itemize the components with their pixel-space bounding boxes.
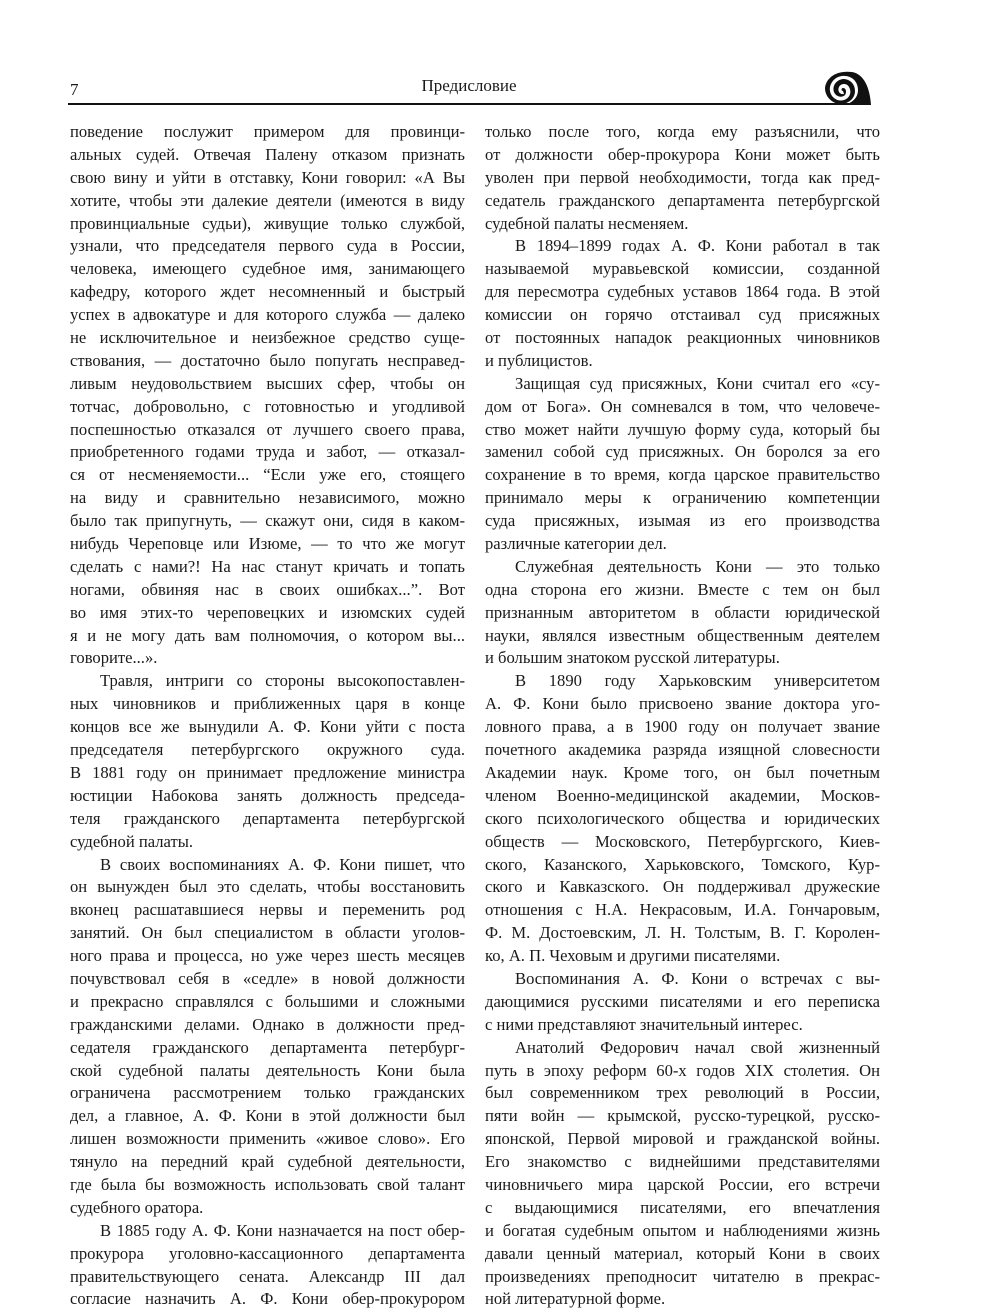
text-line: только после того, когда ему разъяснили, что	[485, 122, 880, 141]
text-line: судебной палаты несменяем.	[485, 213, 689, 233]
text-line: согласие назначить А. Ф. Кони обер-прокурором	[70, 1289, 465, 1309]
page-header	[68, 70, 870, 106]
text-line: В 1894–1899 годах А. Ф. Кони работал в так	[515, 236, 880, 256]
text-line: Анатолий Федорович начал свой жизненный	[515, 1037, 880, 1057]
text-line: Служебная деятельность Кони — это только	[515, 556, 880, 576]
text-line: ской судебной палаты деятельность Кони была	[70, 1060, 465, 1080]
text-line: был современником трех революций в России,	[485, 1083, 880, 1103]
text-line: дел, а главное, А. Ф. Кони в этой должности был	[70, 1106, 465, 1126]
text-line: от должности обер-прокурора Кони может быть	[485, 144, 880, 164]
text-line: ногами, обвиняя нас в своих ошибках...”. Вот	[70, 579, 465, 599]
text-line: правительствующего сената. Александр III дал	[70, 1266, 465, 1286]
paragraph	[485, 1037, 880, 1312]
text-line: было так припугнуть, — скажут они, сидя в каком-	[70, 511, 465, 531]
text-line: человека, имеющего судебное имя, занимающего	[70, 259, 465, 279]
paragraph	[485, 968, 880, 1037]
paragraph	[485, 121, 880, 235]
text-line: тянуло на передний край судебной деятельности,	[70, 1152, 465, 1172]
text-line: ловного права, а в 1900 году он получает звание	[485, 717, 880, 737]
text-line: во имя этих-то череповецких и изюмских судей	[70, 602, 465, 622]
text-line: седателя гражданского департамента петербург-	[70, 1037, 465, 1057]
text-line: ского и Кавказского. Он поддерживал дружеские	[485, 877, 880, 897]
paragraph	[70, 121, 465, 670]
header-rule	[68, 103, 863, 105]
text-line: различные категории дел.	[485, 534, 667, 554]
text-line: суда присяжных, изымая из его производства	[485, 511, 880, 531]
text-line: ся от несменяемости... “Если уже его, стоящего	[70, 465, 465, 485]
text-line: для пересмотра судебных уставов 1864 года. В этой	[485, 282, 880, 302]
paragraph	[70, 670, 465, 853]
text-line: одна сторона его жизни. Вместе с тем он был	[485, 579, 880, 599]
page-number: 7	[70, 80, 79, 99]
text-line: нибудь Череповце или Изюме, — то что же могут	[70, 534, 465, 554]
text-column-right	[485, 121, 880, 1311]
text-line: В 1890 году Харьковским университетом	[515, 671, 880, 691]
text-line: теля гражданского департамента петербургской	[70, 808, 465, 828]
text-line: членом Военно-медицинской академии, Москов-	[485, 785, 880, 805]
text-line: Ф. М. Достоевским, Л. Н. Толстым, В. Г. Королен-	[485, 923, 880, 943]
text-line: седатель гражданского департамента петербургской	[485, 190, 880, 210]
text-line: где была бы возможность использовать свой талант	[70, 1174, 465, 1194]
text-line: председателя петербургского окружного суда.	[70, 740, 465, 760]
text-line: успех в адвокатуре и для которого служба — далеко	[70, 305, 465, 325]
text-line: науки, являлся известным общественным деятелем	[485, 625, 880, 645]
text-line: В 1881 году он принимает предложение министра	[70, 762, 465, 782]
text-line: признанным авторитетом в области юридической	[485, 602, 880, 622]
text-line: комиссии он горячо отстаивал суд присяжных	[485, 305, 880, 325]
text-line: обществ — Московского, Петербургского, Киев-	[485, 831, 880, 851]
text-line: он вынужден был это сделать, чтобы восстановить	[70, 877, 465, 897]
text-line: сохранение в то время, когда царское правительство	[485, 465, 880, 485]
paragraph	[70, 854, 465, 1220]
text-line: провинциальные судьи), живущие только службой,	[70, 213, 465, 233]
text-line: приобретенного годами труда и забот, — отказал-	[70, 442, 465, 462]
text-line: на виду и сравнительно независимого, можно	[70, 488, 465, 508]
text-line: почувствовал себя в «седле» в новой должности	[70, 968, 465, 988]
text-line: В 1885 году А. Ф. Кони назначается на пост обер-	[100, 1220, 465, 1240]
text-line: чиновничьего мира царской России, его встречи	[485, 1174, 880, 1194]
text-line: и богатая судебным опытом и наблюдениями жизнь	[485, 1220, 880, 1240]
text-line: поспешностью отказался от лучшего своего права,	[70, 419, 465, 439]
text-line: отношения с Н.А. Некрасовым, И.А. Гончаровым,	[485, 900, 880, 920]
text-line: концов все же вынудили А. Ф. Кони уйти с поста	[70, 717, 465, 737]
spiral-icon	[822, 70, 872, 106]
text-line: почетного академика разряда изящной словесности	[485, 740, 880, 760]
text-line: кафедру, которого ждет несомненный и быстрый	[70, 282, 465, 302]
text-line: хотите, чтобы эти далекие деятели (имеются в виду	[70, 190, 465, 210]
text-line: свою вину и уйти в отставку, Кони говорил: «А Вы	[70, 167, 465, 187]
paragraph	[485, 556, 880, 670]
paragraph	[485, 235, 880, 372]
text-line: пяти войн — крымской, русско-турецкой, русско-	[485, 1106, 880, 1126]
text-line: ограничена рассмотрением только гражданских	[70, 1083, 465, 1103]
text-line: ко, А. П. Чеховым и другими писателями.	[485, 946, 781, 966]
text-line: прокурора уголовно-кассационного департамента	[70, 1243, 465, 1263]
text-line: Академии наук. Кроме того, он был почетным	[485, 762, 880, 782]
text-line: ствования, — достаточно было попугать несправед-	[70, 350, 465, 370]
text-line: вконец расшатавшиеся нервы и переменить род	[70, 900, 465, 920]
text-line: В своих воспоминаниях А. Ф. Кони пишет, что	[100, 854, 465, 874]
text-line: Его знакомство с виднейшими представителями	[485, 1152, 880, 1172]
text-line: лишен возможности применить «живое слово». Его	[70, 1129, 465, 1149]
text-line: тотчас, добровольно, с готовностью и угодливой	[70, 396, 465, 416]
text-line: ского психологического общества и юридических	[485, 808, 880, 828]
text-line: заменил собой суд присяжных. Он боролся за его	[485, 442, 880, 462]
text-line: давали ценный материал, который Кони в своих	[485, 1243, 880, 1263]
text-line: путь в эпоху реформ 60-х годов XIX столетия. Он	[485, 1060, 880, 1080]
text-line: произведениях преподносит читателю в прекрас-	[485, 1266, 880, 1286]
text-line: альных судей. Отвечая Палену отказом признать	[70, 144, 465, 164]
text-line: гражданскими делами. Однако в должности пред-	[70, 1014, 465, 1034]
text-line: японской, Первой мировой и гражданской войны.	[485, 1129, 880, 1149]
text-line: ного права и процесса, но уже через шесть месяцев	[70, 946, 465, 966]
text-line: ского, Казанского, Харьковского, Томского, Кур-	[485, 854, 880, 874]
text-line: А. Ф. Кони было присвоено звание доктора уго-	[485, 694, 880, 714]
text-line: узнали, что председателя первого суда в России,	[70, 236, 465, 256]
text-line: говорите...».	[70, 648, 158, 668]
text-line: ной литературной форме.	[485, 1289, 666, 1309]
text-line: уволен при первой необходимости, тогда как пред-	[485, 167, 880, 187]
text-column-left	[70, 121, 465, 1311]
text-line: судебного оратора.	[70, 1197, 204, 1217]
text-line: не исключительное и неизбежное средство суще-	[70, 328, 465, 348]
paragraph	[70, 1220, 465, 1312]
text-line: занятий. Он был специалистом в области уголов-	[70, 923, 465, 943]
text-line: Травля, интриги со стороны высокопоставлен-	[100, 671, 465, 691]
text-line: Защищая суд присяжных, Кони считал его «су-	[515, 373, 880, 393]
text-line: ство может найти лучшую форму суда, который бы	[485, 419, 880, 439]
paragraph	[485, 670, 880, 968]
text-line: я и не могу дать вам полномочия, о котором вы...	[70, 625, 465, 645]
text-line: юстиции Набокова занять должность председа-	[70, 785, 465, 805]
text-line: и публицистов.	[485, 350, 593, 370]
text-line: ных чиновников и приближенных царя в конце	[70, 694, 465, 714]
text-line: с выдающимися писателями, его впечатления	[485, 1197, 880, 1217]
text-line: Воспоминания А. Ф. Кони о встречах с вы-	[515, 968, 880, 988]
text-line: дом от Бога». Он сомневался в том, что человече-	[485, 396, 880, 416]
paragraph	[485, 373, 880, 556]
text-line: и прекрасно справлялся с большими и сложными	[70, 991, 465, 1011]
running-title: Предисловие	[421, 76, 517, 95]
text-line: от постоянных нападок реакционных чиновников	[485, 328, 880, 348]
text-line: сделать с нами?! На нас станут кричать и топать	[70, 556, 465, 576]
text-line: судебной палаты.	[70, 831, 194, 851]
text-line: с ними представляют значительный интерес.	[485, 1014, 803, 1034]
text-line: поведение послужит примером для провинци-	[70, 122, 465, 141]
text-line: и большим знатоком русской литературы.	[485, 648, 780, 668]
text-line: называемой муравьевской комиссии, созданной	[485, 259, 880, 279]
text-line: принимало меры к ограничению компетенции	[485, 488, 880, 508]
text-line: дающимися русскими писателями и его переписка	[485, 991, 880, 1011]
text-line: ливым неудовольствием высших сфер, чтобы он	[70, 373, 465, 393]
